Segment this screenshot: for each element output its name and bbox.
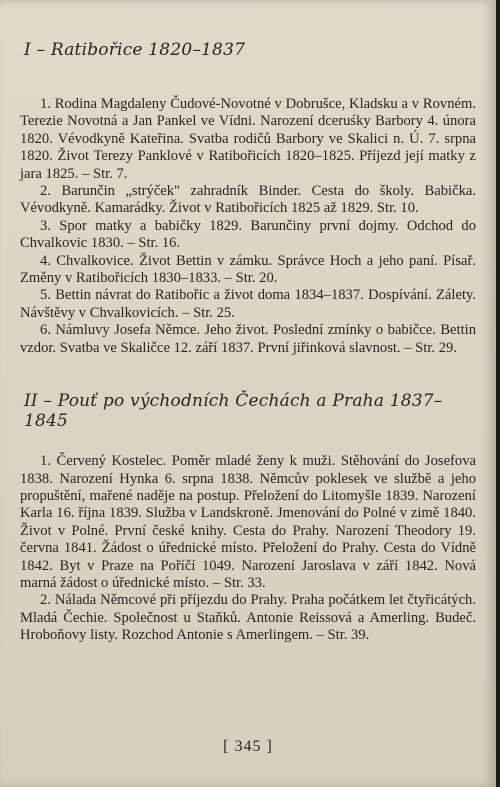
section-1-entry-6: 6. Námluvy Josefa Němce. Jeho život. Poslední zmínky o babičce. Bettin vzdor. Svatba ve Skaličce 12. září 1837. První jiřinková slavnost. – Str. 29. bbox=[20, 322, 476, 356]
section-2-entry-2: 2. Nálada Němcové při příjezdu do Prahy. Praha počátkem let čtyřicátých. Mladá Čechie. Společnost u Staňků. Antonie Reissová a Amerling. Budeč. Hroboňovy listy. Rozchod Antonie s Amerlingem. – Str. 39. bbox=[20, 592, 476, 644]
page-number: [ 345 ] bbox=[223, 738, 273, 755]
section-1-entry-3: 3. Spor matky a babičky 1829. Barunčiny první dojmy. Odchod do Chvalkovic 1830. – Str. 16. bbox=[20, 217, 476, 252]
section-1-entry-2: 2. Barunčin „strýček" zahradník Binder. Cesta do školy. Babička. Vévodkyně. Kamarádky. Život v Ratibořicích 1825 až 1829. Str. 10. bbox=[20, 183, 476, 217]
section-1-entry-1: 1. Rodina Magdaleny Čudové-Novotné v Dobrušce, Kladsku a v Rovném. Terezie Novotná a Jan Pankel ve Vídni. Narození dceruśky Barbory 4. února 1820. Vévodkyně Kateřina. Svatba rodičů Barbory ve Skalici n. Ú. 7. srpna 1820. Život Terezy Panklové v Ratibořicích 1820–1825. Příjezd její matky z jara 1825. – Str. 7. bbox=[20, 96, 476, 182]
section-title-1: I – Ratibořice 1820–1837 bbox=[24, 40, 246, 60]
section-title-2: II – Pouť po východních Čechách a Praha 1837–1845 bbox=[24, 391, 443, 432]
section-1-entry-4: 4. Chvalkovice. Život Bettin v zámku. Správce Hoch a jeho paní. Písař. Změny v Ratibořicích 1830–1833. – Str. 20. bbox=[20, 252, 476, 287]
page-edge bbox=[496, 0, 500, 787]
section-1-entry-5: 5. Bettin návrat do Ratibořic a život doma 1834–1837. Dospívání. Zálety. Návštěvy v Chvalkovicích. – Str. 25. bbox=[20, 287, 476, 321]
page-content bbox=[20, 40, 476, 645]
section-2-entry-1: 1. Červený Kostelec. Poměr mladé ženy k muži. Stěhování do Josefova 1838. Narození Hynka 6. srpna 1838. Němcův poklesek ve službě a jeho propuštění, mařené naděje na postup. Přeložení do Litomyšle 1839. Narození Karla 16. října 1839. Služba v Landskroně. Jmenování do Polné v zimě 1840. Život v Polné. První české knihy. Cesta do Prahy. Narození Theodory 19. června 1841. Žádost o úřednické místo. Přeložení do Prahy. Cesta do Vídně 1842. Byt v Praze na Poříčí 1049. Narození Jaroslava v září 1842. Nová marná žádost o úřednické místo. – Str. 33. bbox=[20, 453, 476, 591]
